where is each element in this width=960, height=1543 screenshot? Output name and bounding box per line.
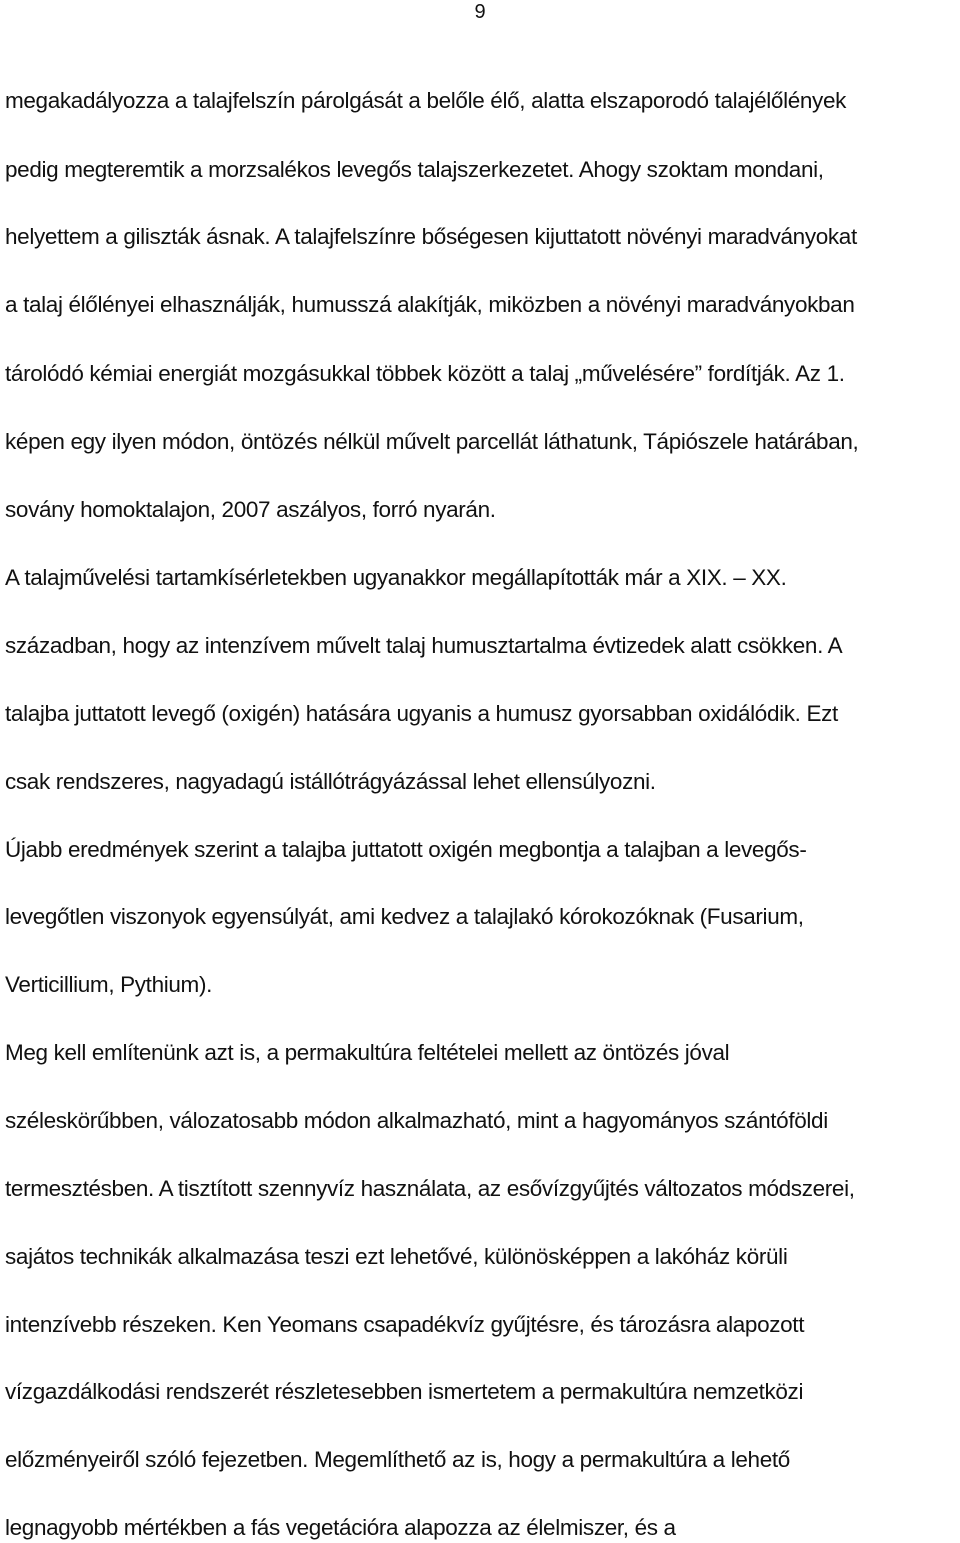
text-line: tárolódó kémiai energiát mozgásukkal többek között a talaj „művelésére” fordítják. Az 1. [5,361,845,386]
page-number: 9 [474,1,486,23]
text-line: században, hogy az intenzívem művelt talaj humusztartalma évtizedek alatt csökken. A [5,633,843,658]
text-line: Verticillium, Pythium). [5,972,212,997]
text-line: Meg kell említenünk azt is, a permakultúra feltételei mellett az öntözés jóval [5,1040,730,1065]
text-line: képen egy ilyen módon, öntözés nélkül művelt parcellát láthatunk, Tápiószele határában, [5,429,859,454]
text-line: pedig megteremtik a morzsalékos levegős talajszerkezetet. Ahogy szoktam mondani, [5,157,824,182]
text-line: legnagyobb mértékben a fás vegetációra alapozza az élelmiszer, és a [5,1515,676,1540]
text-line: intenzívebb részeken. Ken Yeomans csapadékvíz gyűjtésre, és tározásra alapozott [5,1312,805,1337]
text-line: megakadályozza a talajfelszín párolgását a belőle élő, alatta elszaporodó talajélőlények [5,88,847,113]
text-line: termesztésben. A tisztított szennyvíz használata, az esővízgyűjtés változatos módszerei, [5,1176,855,1201]
text-line: sovány homoktalajon, 2007 aszályos, forró nyarán. [5,497,496,522]
text-line: talajba juttatott levegő (oxigén) hatására ugyanis a humusz gyorsabban oxidálódik. Ezt [5,701,838,726]
text-line: sajátos technikák alkalmazása teszi ezt lehetővé, különösképpen a lakóház körüli [5,1244,788,1269]
text-line: helyettem a giliszták ásnak. A talajfelszínre bőségesen kijuttatott növényi maradványokat [5,224,857,249]
text-line: a talaj élőlényei elhasználják, humusszá alakítják, miközben a növényi maradványokban [5,292,855,317]
text-line: előzményeiről szóló fejezetben. Megemlíthető az is, hogy a permakultúra a lehető [5,1447,790,1472]
text-line: levegőtlen viszonyok egyensúlyát, ami kedvez a talajlakó kórokozóknak (Fusarium, [5,904,804,929]
text-line: Újabb eredmények szerint a talajba juttatott oxigén megbontja a talajban a levegős- [5,837,807,862]
text-line: csak rendszeres, nagyadagú istállótrágyázással lehet ellensúlyozni. [5,769,656,794]
text-line: széleskörűbben, válozatosabb módon alkalmazható, mint a hagyományos szántóföldi [5,1108,828,1133]
text-line: vízgazdálkodási rendszerét részletesebben ismertetem a permakultúra nemzetközi [5,1379,804,1404]
text-line: A talajművelési tartamkísérletekben ugyanakkor megállapították már a XIX. – XX. [5,565,787,590]
